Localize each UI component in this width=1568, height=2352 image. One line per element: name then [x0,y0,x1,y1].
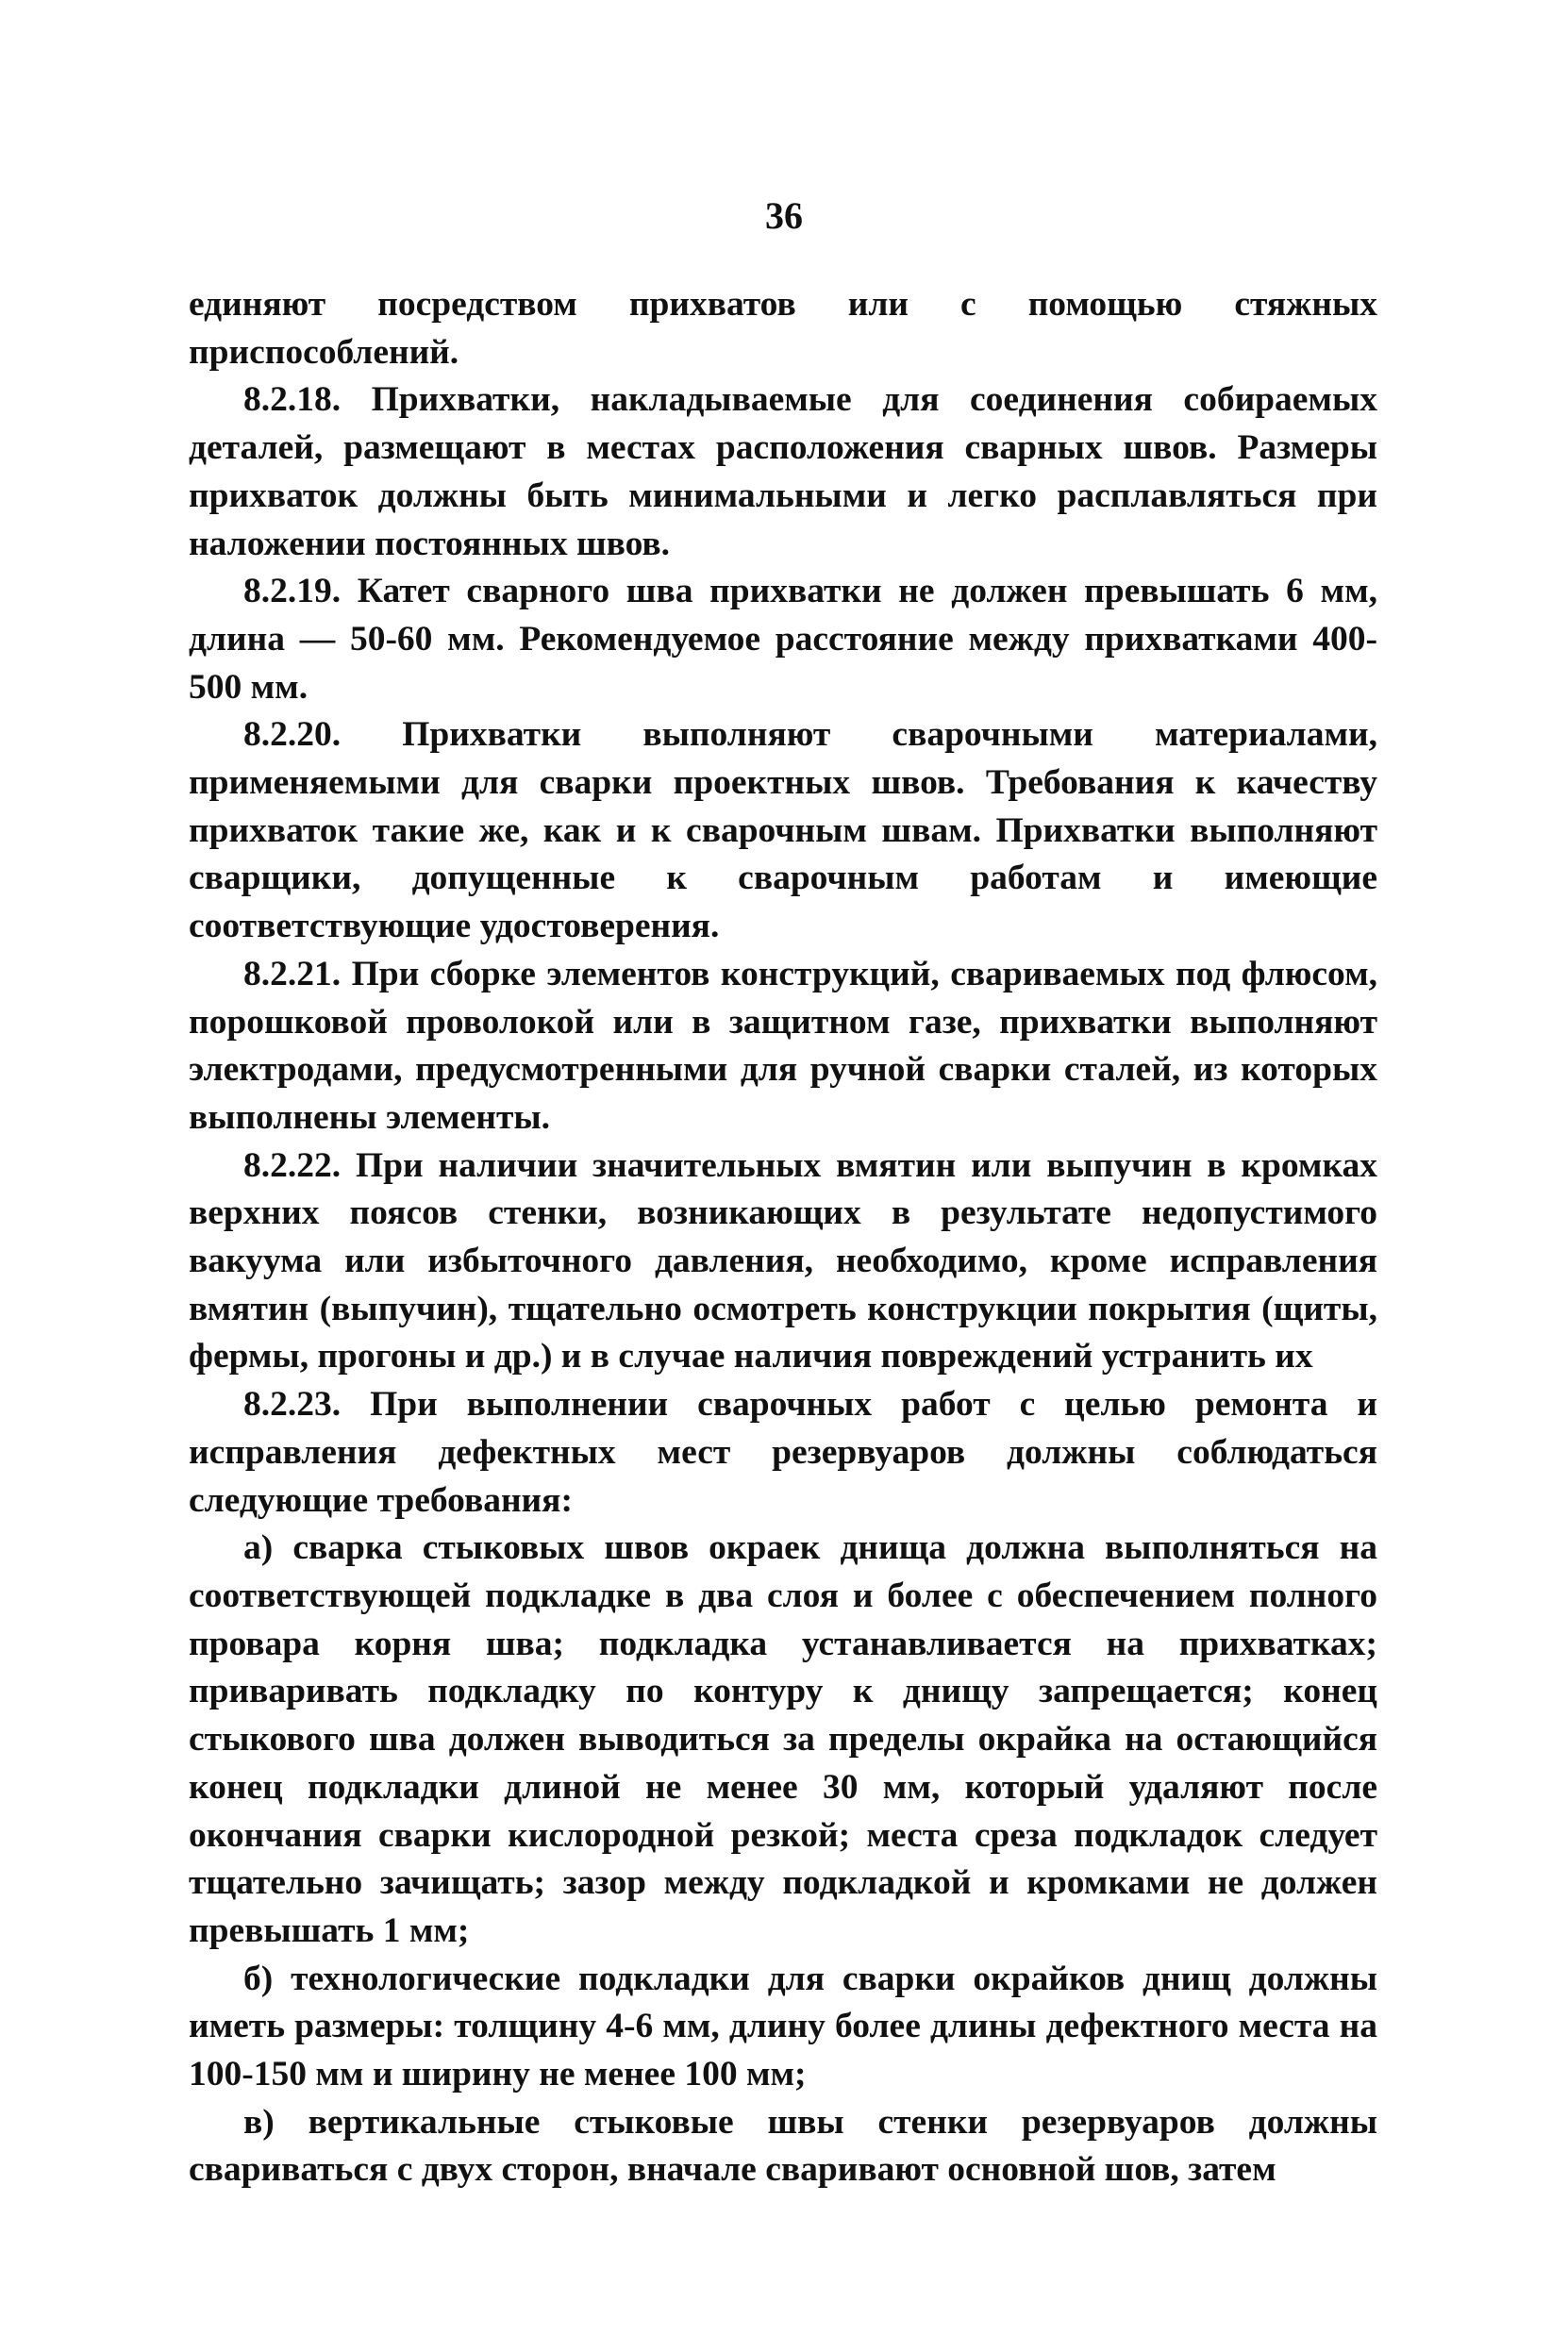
paragraph-8-2-19: 8.2.19. Катет сварного шва прихватки не должен превышать 6 мм, длина — 50-60 мм. Рекомендуемое расстояние между прихватками 400-500 мм. [189,572,1377,707]
paragraph-8-2-23: 8.2.23. При выполнении сварочных работ с целью ремонта и исправления дефектных мест резервуаров должны соблюдаться следующие требования: [189,1385,1377,1520]
paragraph-8-2-18: 8.2.18. Прихватки, накладываемые для соединения собираемых деталей, размещают в местах расположения сварных швов. Размеры прихваток должны быть минимальными и легко расплавляться при наложении постоянных швов. [189,380,1377,563]
page-number: 36 [765,194,803,237]
list-item-a: а) сварка стыковых швов окраек днища должна выполняться на соответствующей подкладке в два слоя и более с обеспечением полного провара корня шва; подкладка устанавливается на прихватках; приваривать подкладку по контуру к днищу запрещается; конец стыкового шва должен выводиться за пределы окрайка на остающийся конец подкладки длиной не менее 30 мм, который удаляют после окончания сварки кислородной резкой; места среза подкладок следует тщательно зачищать; зазор между подкладкой и кромками не должен превышать 1 мм; [189,1528,1377,1950]
list-item-v: в) вертикальные стыковые швы стенки резервуаров должны свариваться с двух сторон, вначале сваривают основной шов, затем [189,2102,1377,2190]
body-text [189,281,1377,2194]
list-item-b: б) технологические подкладки для сварки окрайков днищ должны иметь размеры: толщину 4-6 мм, длину более длины дефектного места на 100-150 мм и ширину не менее 100 мм; [189,1959,1377,2094]
paragraph-8-2-22: 8.2.22. При наличии значительных вмятин или выпучин в кромках верхних поясов стенки, возникающих в результате недопустимого вакуума или избыточного давления, необходимо, кроме исправления вмятин (выпучин), тщательно осмотреть конструкции покрытия (щиты, фермы, прогоны и др.) и в случае наличия повреждений устранить их [189,1145,1377,1376]
paragraph-8-2-21: 8.2.21. При сборке элементов конструкций, свариваемых под флюсом, порошковой проволокой или в защитном газе, прихватки выполняют электродами, предусмотренными для ручной сварки сталей, из которых выполнены элементы. [189,954,1377,1137]
paragraph-8-2-20: 8.2.20. Прихватки выполняют сварочными материалами, применяемыми для сварки проектных швов. Требования к качеству прихваток такие же, как и к сварочным швам. Прихватки выполняют сварщики, допущенные к сварочным работам и имеющие соответствующие удостоверения. [189,715,1377,946]
paragraph-continuation: единяют посредством прихватов или с помощью стяжных приспособлений. [189,285,1377,372]
